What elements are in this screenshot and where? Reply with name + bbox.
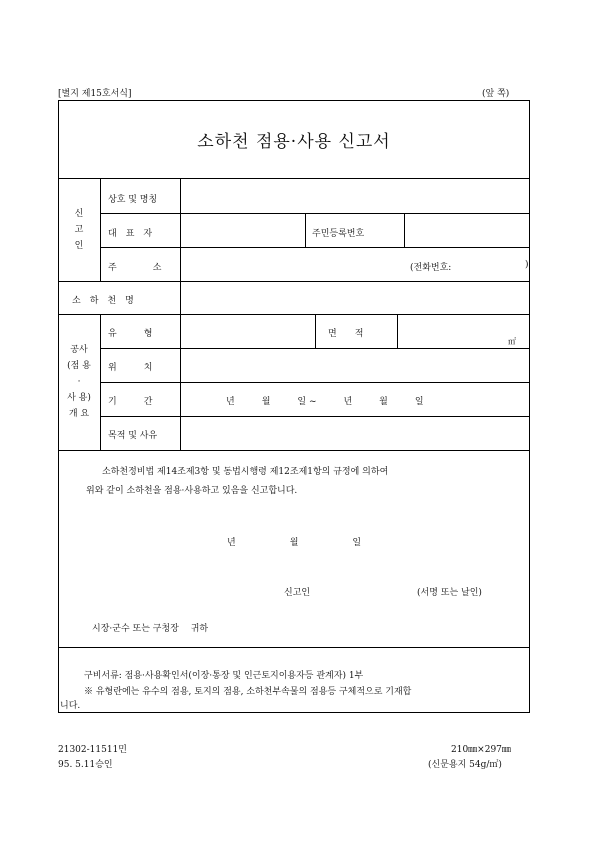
address-label: 주 소 xyxy=(108,263,162,273)
stream-name-label: 소 하 천 명 xyxy=(72,296,134,306)
declaration-line-2: 위와 같이 소하천을 점용·사용하고 있음을 신고합니다. xyxy=(86,486,298,496)
phone-label: (전화번호: xyxy=(410,263,452,273)
applicant-group-label: 신 고 인 xyxy=(74,208,84,251)
overview-group-label: 공사 (점 용 · 사 용) 개 요 xyxy=(67,345,91,419)
phone-field[interactable] xyxy=(475,252,525,276)
divider xyxy=(58,647,530,648)
note-line-2: 니다. xyxy=(60,701,81,711)
divider xyxy=(100,382,530,383)
form-title: 소하천 점용·사용 신고서 xyxy=(197,131,391,152)
period-label: 기 간 xyxy=(108,397,153,407)
note-line-1: ※ 유형란에는 유수의 점용, 토지의 점용, 소하천부속물의 점용등 구체적으로 기재합 xyxy=(84,687,412,697)
resident-number-label: 주민등록번호 xyxy=(312,229,365,239)
address-field[interactable] xyxy=(181,248,411,280)
purpose-field[interactable] xyxy=(181,417,529,449)
area-unit: ㎡ xyxy=(508,337,516,346)
trade-name-field[interactable] xyxy=(181,179,529,212)
paper-size: 210㎜×297㎜ xyxy=(451,745,511,755)
form-number: [별지 제15호서식] xyxy=(58,89,132,99)
purpose-label: 목적 및 사유 xyxy=(108,431,158,441)
divider xyxy=(100,314,101,450)
form-code: 21302-11511민 xyxy=(58,745,127,755)
declaration-date[interactable]: 년 월 일 xyxy=(227,538,362,548)
trade-name-label: 상호 및 명칭 xyxy=(108,195,158,205)
representative-field[interactable] xyxy=(181,214,304,246)
declaration-line-1: 소하천정비법 제14조제3항 및 동법시행령 제12조제1항의 규정에 의하여 xyxy=(102,467,389,477)
type-label: 유 형 xyxy=(108,329,153,339)
divider xyxy=(100,178,101,281)
page-side: (앞 쪽) xyxy=(482,89,510,99)
divider xyxy=(315,314,316,348)
required-documents: 구비서류: 점용·사용확인서(이장·통장 및 인근토지이용자등 관계자) 1부 xyxy=(84,671,364,681)
area-label: 면 적 xyxy=(328,329,364,339)
period-value[interactable]: 년 월 일 ~ 년 월 일 xyxy=(226,397,424,407)
stream-name-field[interactable] xyxy=(181,282,529,313)
divider xyxy=(58,450,530,451)
phone-close: ) xyxy=(525,260,529,270)
reporter-label: 신고인 xyxy=(284,588,311,598)
signature-note: (서명 또는 날인) xyxy=(417,588,482,598)
type-field[interactable] xyxy=(181,315,314,347)
approval-date: 95. 5.11승인 xyxy=(58,760,113,770)
paper-type: (신문용지 54g/㎡) xyxy=(428,760,502,770)
divider xyxy=(305,213,306,247)
resident-number-field[interactable] xyxy=(405,214,529,246)
representative-label: 대 표 자 xyxy=(108,229,153,239)
addressee: 시장·군수 또는 구청장 귀하 xyxy=(92,624,209,634)
location-field[interactable] xyxy=(181,349,529,381)
location-label: 위 치 xyxy=(108,363,153,373)
